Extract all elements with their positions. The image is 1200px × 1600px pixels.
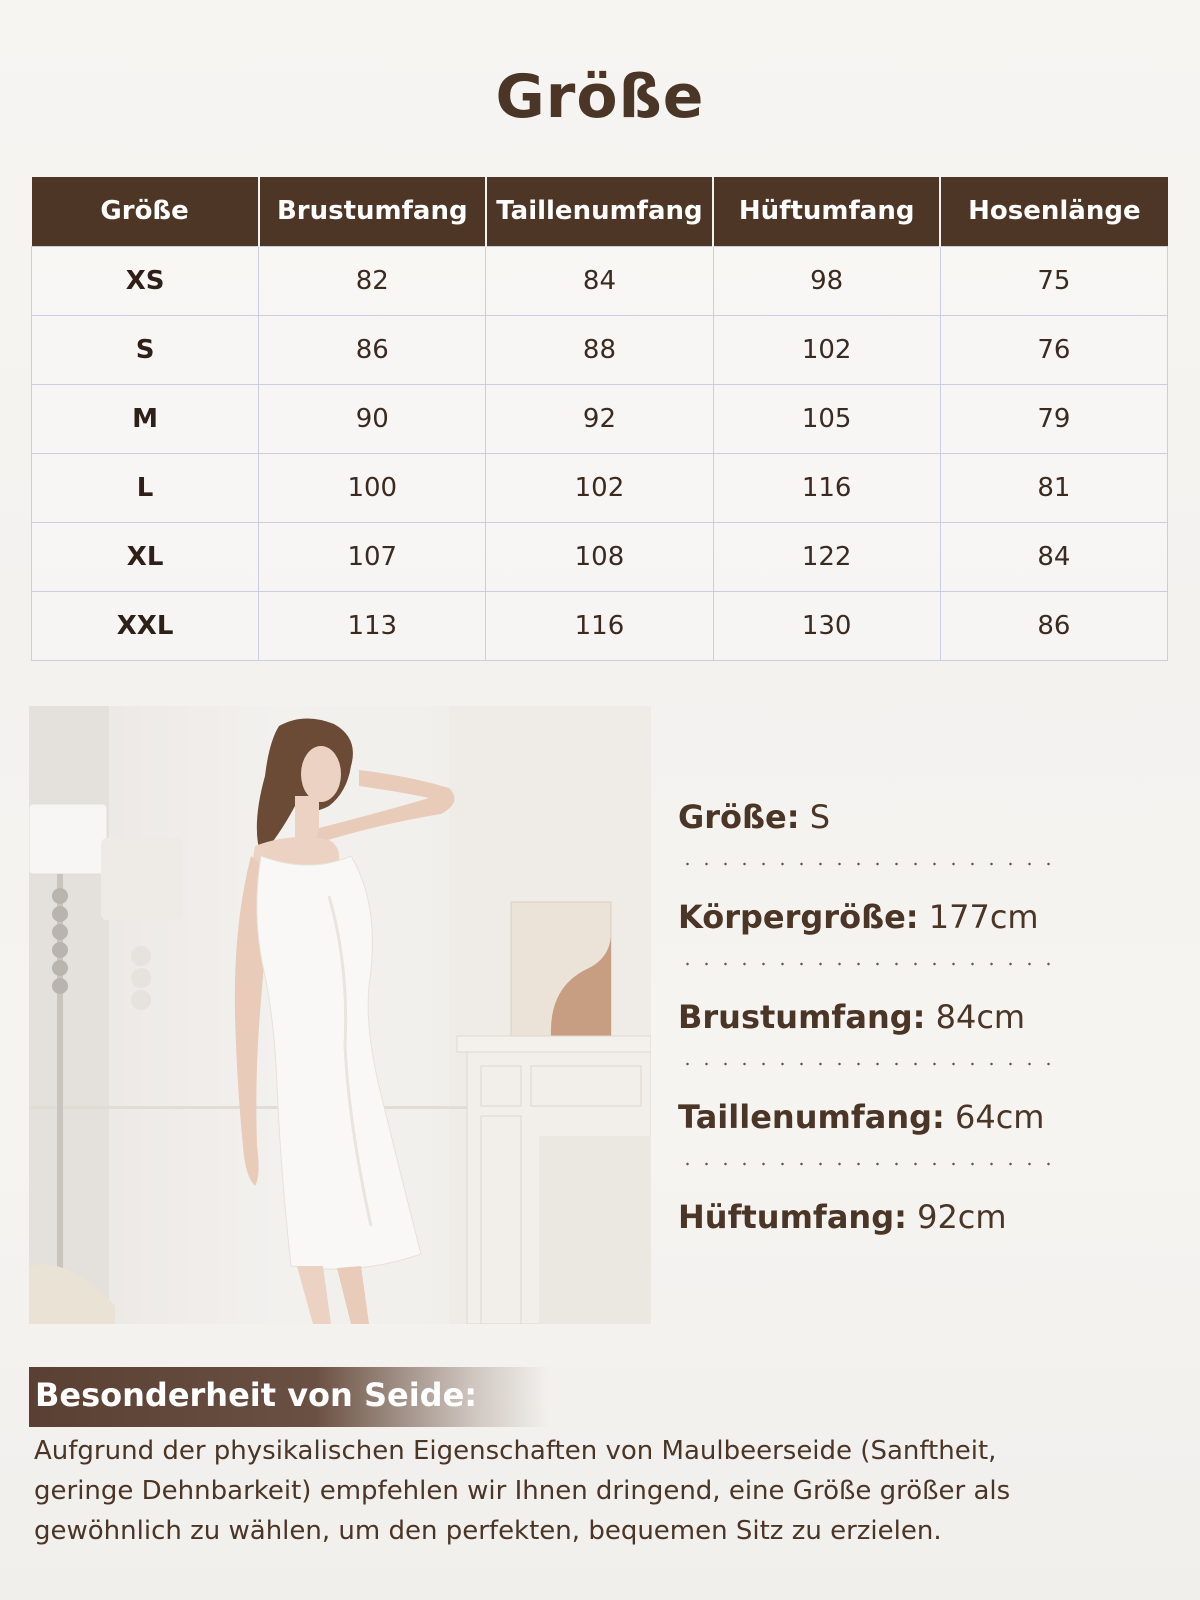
table-row <box>32 384 1168 453</box>
model-illustration <box>29 706 651 1324</box>
blurred-bead <box>131 946 151 966</box>
table-row <box>32 315 1168 384</box>
table-cell: 92 <box>486 384 713 453</box>
table-cell: 81 <box>940 453 1167 522</box>
spec-row-bust <box>678 980 1078 1080</box>
table-row <box>32 453 1168 522</box>
lamp-shade <box>29 804 107 874</box>
table-cell: 105 <box>713 384 940 453</box>
spec-row-waist <box>678 1080 1078 1180</box>
table-cell: 108 <box>486 522 713 591</box>
model-specs <box>678 780 1078 1280</box>
lamp-bead <box>52 888 68 904</box>
spec-label: Körpergröße: <box>678 898 919 936</box>
model-face <box>301 746 341 802</box>
size-cell: L <box>32 453 259 522</box>
table-cell: 102 <box>713 315 940 384</box>
spec-value: 92cm <box>917 1198 1007 1236</box>
mantel-top <box>457 1036 651 1052</box>
table-cell: 116 <box>486 591 713 660</box>
size-cell: XS <box>32 246 259 315</box>
model-leg <box>297 1266 331 1324</box>
header-hosenlaenge: Hosenlänge <box>940 177 1167 246</box>
size-cell: S <box>32 315 259 384</box>
dotted-divider <box>678 862 1058 866</box>
size-cell: M <box>32 384 259 453</box>
table-cell: 98 <box>713 246 940 315</box>
lamp-bead <box>52 924 68 940</box>
blurred-bead <box>131 990 151 1010</box>
model-neck <box>295 796 319 840</box>
table-cell: 86 <box>259 315 486 384</box>
dotted-divider <box>678 1062 1058 1066</box>
table-cell: 107 <box>259 522 486 591</box>
spec-value: S <box>809 798 831 836</box>
note-line: Aufgrund der physikalischen Eigenschaften von Maulbeerseide (Sanftheit, <box>34 1436 997 1466</box>
table-cell: 86 <box>940 591 1167 660</box>
table-header-row <box>32 177 1168 246</box>
spec-value: 84cm <box>935 998 1026 1036</box>
table-cell: 113 <box>259 591 486 660</box>
header-taillenumfang: Taillenumfang <box>486 177 713 246</box>
table-cell: 79 <box>940 384 1167 453</box>
header-groesse: Größe <box>32 177 259 246</box>
table-row <box>32 522 1168 591</box>
table-cell: 82 <box>259 246 486 315</box>
table-cell: 84 <box>486 246 713 315</box>
spec-label: Größe: <box>678 798 800 836</box>
spec-value: 177cm <box>928 898 1039 936</box>
note-line: gewöhnlich zu wählen, um den perfekten, bequemen Sitz zu erzielen. <box>34 1516 942 1546</box>
lamp-bead <box>52 960 68 976</box>
table-cell: 84 <box>940 522 1167 591</box>
dotted-divider <box>678 1162 1058 1166</box>
window-shade <box>29 706 109 1324</box>
size-cell: XXL <box>32 591 259 660</box>
spec-value: 64cm <box>954 1098 1045 1136</box>
model-photo <box>29 706 651 1324</box>
note-heading-banner <box>29 1367 549 1427</box>
table-row <box>32 591 1168 660</box>
spec-row-size <box>678 780 1078 880</box>
size-chart-table <box>31 177 1168 661</box>
note-line: geringe Dehnbarkeit) empfehlen wir Ihnen dringend, eine Größe größer als <box>34 1476 1011 1506</box>
size-cell: XL <box>32 522 259 591</box>
page-title: Größe <box>495 62 705 132</box>
spec-label: Brustumfang: <box>678 998 926 1036</box>
table-cell: 75 <box>940 246 1167 315</box>
model-dress <box>257 856 421 1269</box>
spec-label: Hüftumfang: <box>678 1198 907 1236</box>
table-cell: 116 <box>713 453 940 522</box>
spec-row-height <box>678 880 1078 980</box>
spec-row-hip <box>678 1180 1078 1280</box>
spec-label: Taillenumfang: <box>678 1098 945 1136</box>
table-cell: 102 <box>486 453 713 522</box>
blurred-bead <box>131 968 151 988</box>
fireplace-opening <box>539 1136 651 1324</box>
note-heading: Besonderheit von Seide: <box>35 1376 478 1414</box>
dotted-divider <box>678 962 1058 966</box>
table-cell: 100 <box>259 453 486 522</box>
lamp-bead <box>52 942 68 958</box>
table-cell: 122 <box>713 522 940 591</box>
header-brustumfang: Brustumfang <box>259 177 486 246</box>
table-cell: 88 <box>486 315 713 384</box>
model-leg <box>337 1266 369 1324</box>
header-hueftumfang: Hüftumfang <box>713 177 940 246</box>
table-cell: 90 <box>259 384 486 453</box>
table-cell: 130 <box>713 591 940 660</box>
table-row <box>32 246 1168 315</box>
lamp-bead <box>52 978 68 994</box>
blurred-lamp <box>101 838 183 920</box>
table-cell: 76 <box>940 315 1167 384</box>
note-body <box>34 1431 1144 1551</box>
lamp-bead <box>52 906 68 922</box>
